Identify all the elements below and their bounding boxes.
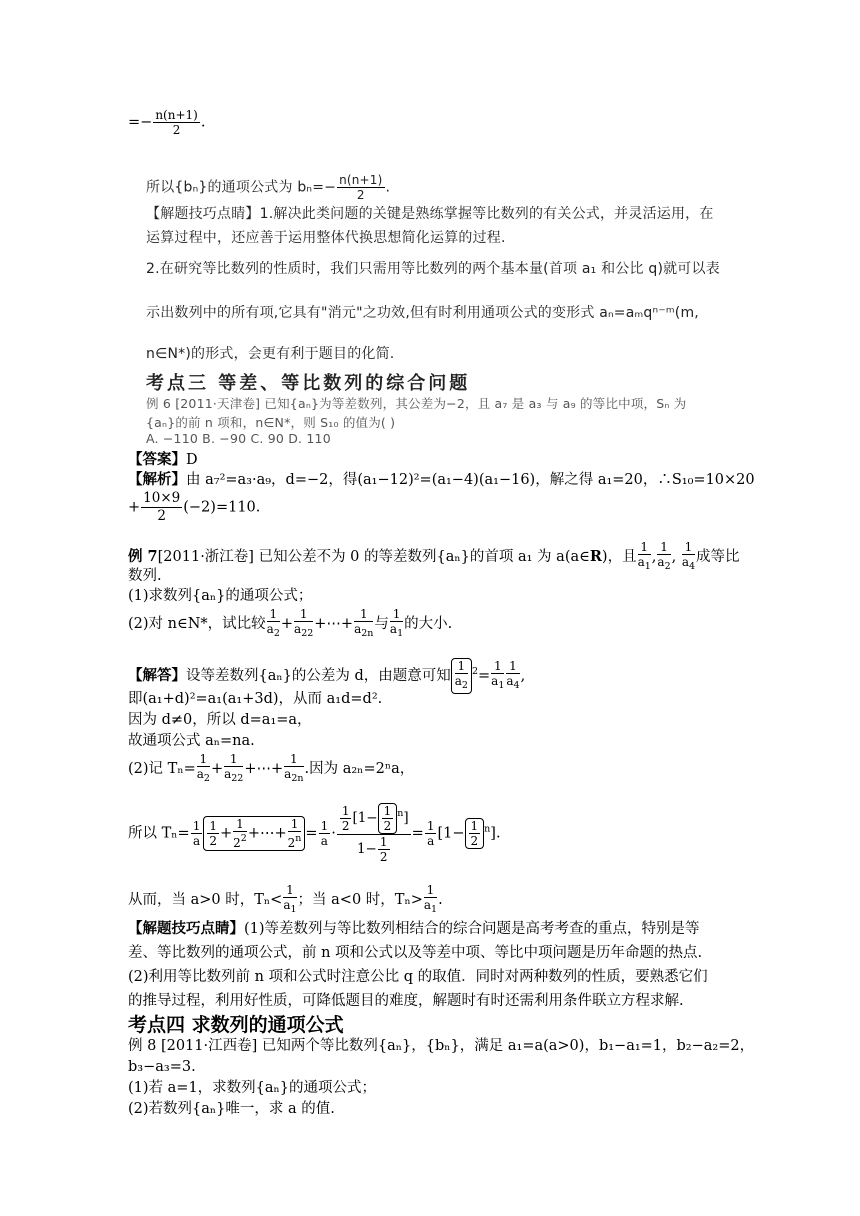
tips3-line2: 差、等比数列的通项公式，前 n 项和公式以及等差中项、等比中项问题是历年命题的热点. [128, 945, 703, 961]
tips2-line1: 2.在研究等比数列的性质时，我们只需用等比数列的两个基本量(首项 a₁ 和公比 q)就可以表 [146, 261, 720, 277]
conclusion-text: 所以{bₙ}的通项公式为 bₙ=− [146, 179, 337, 196]
case-negative: ；当 a<0 时，Tₙ> [297, 892, 423, 908]
tips2-line2: 示出数列中的所有项,它具有"消元"之功效,但有时利用通项公式的变形式 aₙ=aₘqⁿ⁻ᵐ(m, [146, 305, 699, 321]
example6-choices: A. −110 B. −90 C. 90 D. 110 [146, 431, 331, 446]
fraction-denominator: 2 [356, 188, 365, 202]
formula-line [128, 108, 205, 137]
example7-label: 例 7 [128, 548, 158, 565]
section-three-heading: 考点三 等差、等比数列的综合问题 [146, 373, 471, 394]
example7-text: [2011·浙江卷] 已知公差不为 0 的等差数列{aₙ}的首项 a₁ 为 a(a∈ [157, 549, 590, 565]
fraction-numerator: 1 [638, 540, 651, 555]
answer-value: D [186, 452, 198, 468]
fraction-numerator: 10×9 [143, 490, 181, 506]
tips3-line4: 的推导过程，利用好性质，可降低题目的难度，解题时有时还需利用条件联立方程求解. [128, 993, 684, 1009]
tips3-line1 [128, 919, 700, 939]
example8-question2: (2)若数列{aₙ}唯一，求 a 的值. [128, 1101, 335, 1117]
solution-line4: 故通项公式 aₙ=na. [128, 733, 255, 749]
formula-prefix: =− [128, 114, 153, 131]
analysis-text: 由 a₇²=a₃·a₉，d=−2，得(a₁−12)²=(a₁−4)(a₁−16)，解之得 a₁=20，∴S₁₀=10×20 [186, 472, 755, 488]
fraction-numerator: 1 [682, 540, 695, 555]
fraction-numerator: 1 [657, 540, 670, 555]
solution-line3: 因为 d≠0，所以 d=a₁=a， [128, 712, 312, 728]
period: . [385, 179, 391, 196]
equals-sign: = [478, 668, 491, 684]
example7-tail: 成等比 [696, 549, 740, 565]
analysis-result: (−2)=110. [183, 499, 261, 516]
scan-line-conclusion [146, 173, 390, 202]
solution-line2: 即(a₁+d)²=a₁(a₁+3d)，从而 a₁d=d². [128, 691, 383, 707]
tips3-line3: (2)利用等比数列前 n 项和公式时注意公比 q 的取值．同时对两种数列的性质，要熟悉它们 [128, 969, 708, 985]
solution-line5: (2)记 Tₙ= $\frac{1}{a_2}$ + $\frac{1}{a_{22}}$ +⋯+ $\frac{1}{a_{2n}}$ .因为 a₂ₙ=2ⁿa， [128, 752, 415, 784]
example7-question2: (2)对 n∈N*，试比较 $\frac{1}{a_2}$ + $\frac{1}{a_{22}}$ +⋯+ $\frac{1}{a_{2n}}$ 与 $\frac{1}{a_1}$ 的大小. [128, 607, 453, 639]
fraction-numerator: n(n+1) [339, 173, 383, 187]
tn-reason: 因为 a₂ₙ=2ⁿa， [309, 761, 415, 777]
boxed-fraction: $\frac{1}{a_2}$ [451, 658, 472, 694]
tips1-line2: 运算过程中，还应善于运用整体代换思想简化运算的过程. [146, 230, 506, 246]
example7-question1: (1)求数列{aₙ}的通项公式； [128, 588, 313, 604]
tips-label: 【解题技巧点睛】 [128, 920, 244, 937]
example6-line1: 例 6 [2011·天津卷] 已知{aₙ}为等差数列，其公差为−2，且 a₇ 是 a₃ 与 a₉ 的等比中项，Sₙ 为 [146, 396, 687, 411]
bracket-sum: $\frac{1}{2}$ + $\frac{1}{2^2}$ +⋯+ $\frac{1}{2^n}$ [203, 816, 305, 851]
example6-line2: {aₙ}的前 n 项和，n∈N*，则 S₁₀ 的值为( ) [146, 415, 396, 430]
example7-text-b: )，且 [601, 549, 637, 565]
period: . [438, 892, 443, 908]
case-positive: 从而，当 a>0 时，Tₙ< [128, 892, 283, 908]
example7-line1: 例 7[2011·浙江卷] 已知公差不为 0 的等差数列{aₙ}的首项 a₁ 为 a(a∈R)，且 $\frac{1}{a_1}$ , $\frac{1}{a_2}$ , $\frac{1}{a_4}$ 成等比 [128, 540, 740, 572]
analysis-line1 [128, 470, 755, 490]
example8-line1: 例 8 [2011·江西卷] 已知两个等比数列{aₙ}，{bₙ}，满足 a₁=a(a>0)，b₁−a₁=1，b₂−a₂=2， [128, 1038, 755, 1054]
fraction-denominator: 2 [172, 123, 181, 137]
section-four-heading: 考点四 求数列的通项公式 [128, 1014, 344, 1036]
analysis-line2 [128, 490, 260, 525]
tips-text: (1)等差数列与等比数列相结合的综合问题是高考考查的重点，特别是等 [244, 921, 700, 937]
solution-line7: 从而，当 a>0 时，Tₙ< $\frac{1}{a_1}$ ；当 a<0 时，Tₙ> $\frac{1}{a_1}$ . [128, 883, 443, 915]
solution-text: 设等差数列{aₙ}的公差为 d，由题意可知 [186, 668, 451, 684]
tips2-line3: n∈N*)的形式，会更有利于题目的化简. [146, 346, 395, 362]
period: . [200, 114, 206, 131]
example7-line2: 数列. [128, 568, 162, 584]
answer-label: 【答案】 [128, 451, 186, 468]
fraction-denominator: $a_4$ [681, 555, 696, 572]
question2-end: 的大小. [404, 616, 453, 632]
example8-line2: b₃−a₃=3. [128, 1059, 196, 1075]
fraction-denominator: $a_1$ [637, 555, 651, 572]
fraction-numerator: n(n+1) [155, 108, 198, 122]
tn-expression-label: 所以 Tₙ= [128, 825, 190, 842]
plus-sign: + [128, 499, 141, 516]
tn-definition: (2)记 Tₙ= [128, 761, 196, 777]
example8-question1: (1)若 a=1，求数列{aₙ}的通项公式； [128, 1080, 377, 1096]
answer-line [128, 450, 198, 470]
question2-text: (2)对 n∈N*，试比较 [128, 616, 266, 632]
solution-line1: 【解答】设等差数列{aₙ}的公差为 d，由题意可知 $\frac{1}{a_2}$ $^2$= $\frac{1}{a_1}$ $\frac{1}{a_4}$ , [128, 658, 525, 694]
solution-line6: 所以 Tₙ= $\frac{1}{a}$ $\frac{1}{2}$ + $\frac{1}{2^2}$ +⋯+ $\frac{1}{2^n}$ = $\frac{1}{a}$ · $\frac{1}{2}$ [1− $\frac{1}{2}$ $^n$] 1− $\frac{1}{2}$ = $\frac{1}{a}$ [1− $\frac{1}{2}$ $^n$]. [128, 804, 501, 864]
fraction-denominator: $a_2$ [657, 555, 671, 572]
solution-label: 【解答】 [128, 667, 186, 684]
tips1-line1 [146, 203, 714, 223]
tips-text: 1.解决此类问题的关键是熟练掌握等比数列的有关公式，并灵活运用，在 [259, 206, 714, 222]
fraction-denominator: 2 [157, 508, 166, 524]
analysis-label: 【解析】 [128, 471, 186, 488]
real-set-symbol: R [589, 548, 602, 565]
tips-label: 【解题技巧点睛】 [146, 206, 260, 222]
